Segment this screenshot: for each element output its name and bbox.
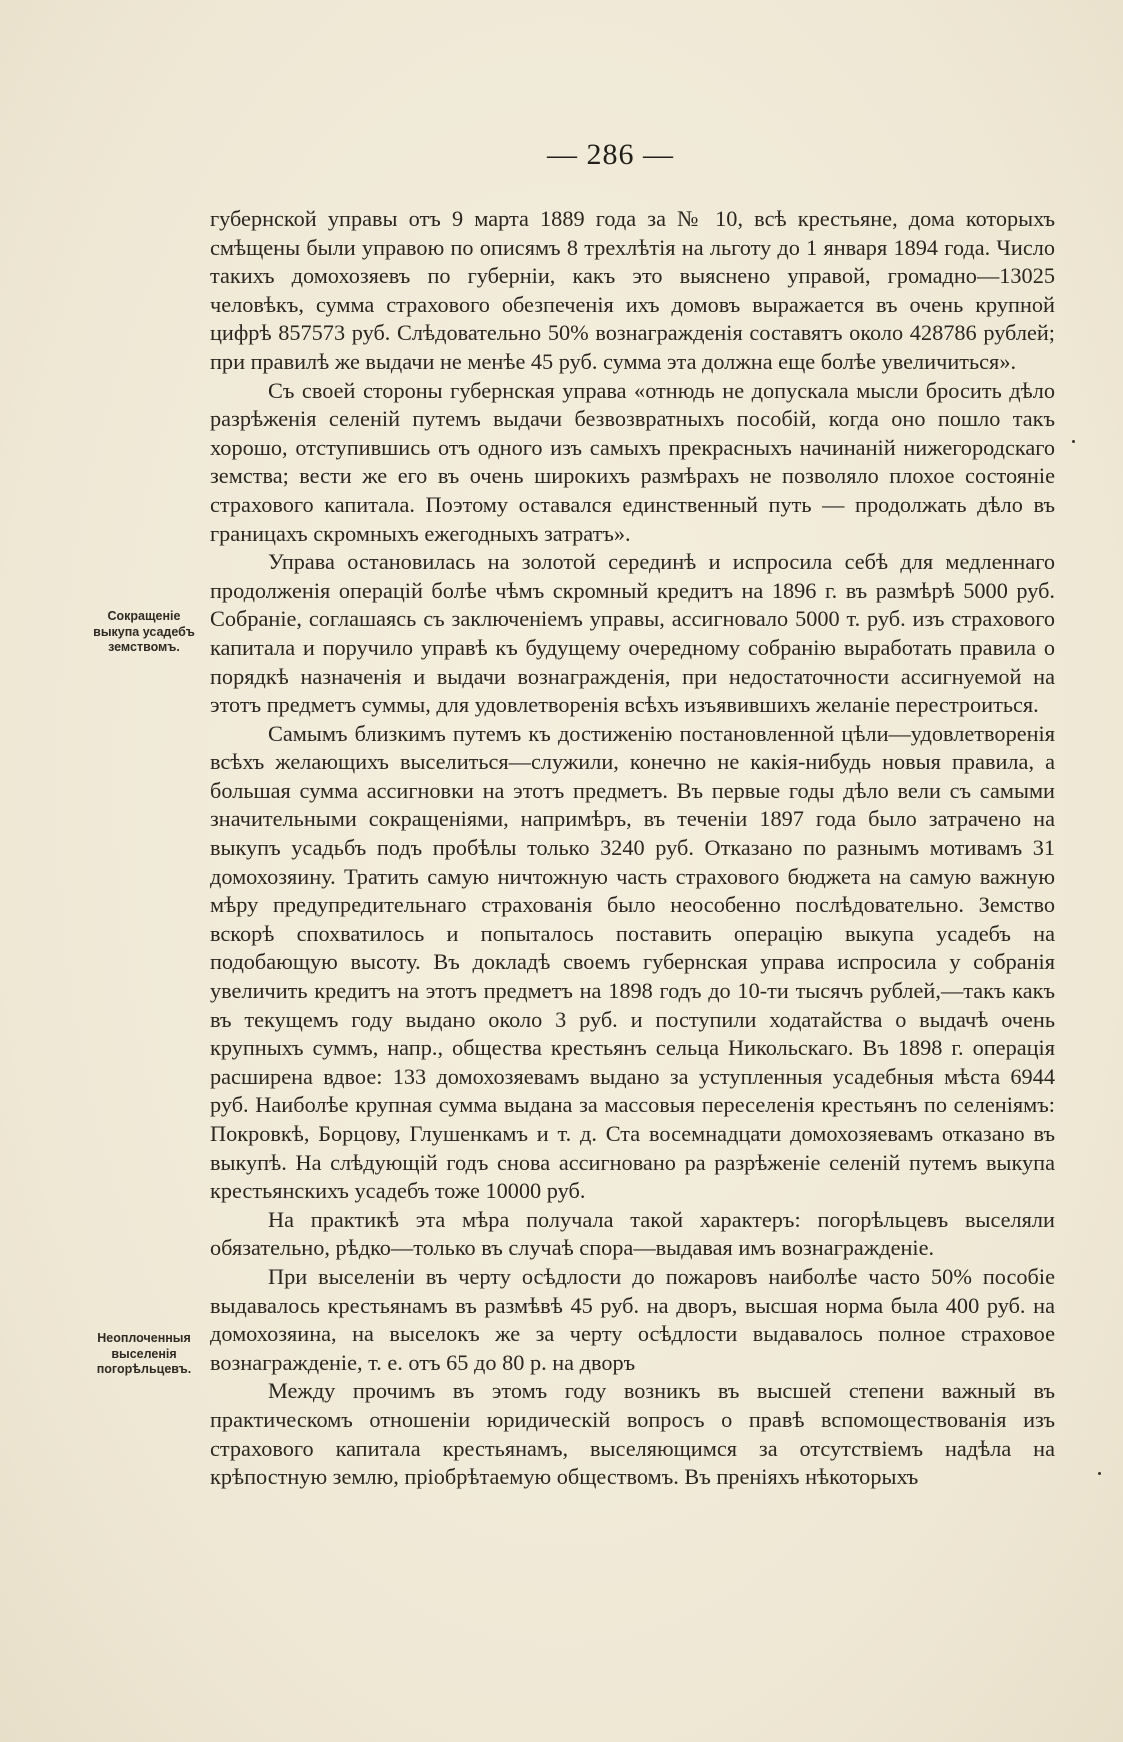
margin-note-reduction: Сокращеніе выкупа усадебъ земствомъ. bbox=[93, 609, 195, 654]
paragraph-continuation: губернской управы отъ 9 марта 1889 года за № 10, всѣ крестьяне, дома которыхъ смѣщены были управою по описямъ 8 трехлѣтія на льготу до 1 января 1894 года. Число такихъ домохозяевъ по губерніи, какъ это выяснено управой, громадно—13025 человѣкъ, сумма страхового обезпеченія ихъ домовъ выражается въ очень крупной цифрѣ 857573 руб. Слѣдовательно 50% вознагражденія составятъ около 428786 рублей; при правилѣ же выдачи не менѣе 45 руб. сумма эта должна еще болѣе увеличиться». bbox=[210, 206, 1055, 374]
margin-note-unpaid-relocation: Неоплоченныя выселенія погорѣльцевъ. bbox=[96, 1331, 192, 1376]
body-text bbox=[210, 205, 1055, 1492]
paragraph: Между прочимъ въ этомъ году возникъ въ высшей степени важный въ практическомъ отношеніи юридическій вопросъ о правѣ вспомоществованія изъ страхового капитала крестьянамъ, выселяющимся за отсутствіемъ надѣла на крѣпостную землю, пріобрѣтаемую обществомъ. Въ преніяхъ нѣкоторыхъ bbox=[210, 1378, 1055, 1490]
paragraph: Съ своей стороны губернская управа «отнюдь не допускала мысли бросить дѣло разрѣженія селеній путемъ выдачи безвозвратныхъ пособій, когда оно пошло такъ хорошо, отступившись отъ одного изъ самыхъ прекрасныхъ начинаній нижегородскаго земства; вести же его въ очень широкихъ размѣрахъ не позволяло плохое состояніе страхового капитала. Поэтому оставался единственный путь — продолжать дѣло въ границахъ скромныхъ ежегодныхъ затратъ». bbox=[210, 377, 1055, 546]
print-speck bbox=[1098, 1472, 1101, 1475]
page-number: — 286 — bbox=[547, 138, 674, 171]
paragraph: На практикѣ эта мѣра получала такой характеръ: погорѣльцевъ выселяли обязательно, рѣдко—только въ случаѣ спора—выдавая имъ вознагражденіе. bbox=[210, 1206, 1055, 1261]
paragraph: Самымъ близкимъ путемъ къ достиженію постановленной цѣли—удовлетворенія всѣхъ желающихъ выселиться—служили, конечно не какія-нибудь новыя правила, а большая сумма ассигновки на этотъ предметъ. Въ первые годы дѣло вели съ самыми значительными сокращеніями, напримѣръ, въ теченіи 1897 года было затрачено на выкупъ усадьбъ подъ пробѣлы только 3240 руб. Отказано по разнымъ мотивамъ 31 домохозяину. Тратить самую ничтожную часть страхового бюджета на самую важную мѣру предупредительнаго страхованія было неособенно послѣдовательно. Земство вскорѣ спохватилось и попыталось поставить операцію выкупа усадебъ на подобающую высоту. Въ докладѣ своемъ губернская управа испросила у собранія увеличить кредитъ на этотъ предметъ на 1898 годъ до 10-ти тысячъ рублей,—такъ какъ въ текущемъ году выдано около 3 руб. и поступили ходатайства о выдачѣ очень крупныхъ суммъ, напр., общества крестьянъ сельца Никольскаго. Въ 1898 г. операція расширена вдвое: 133 домохозяевамъ выдано за уступленныя усадебныя мѣста 6944 руб. Наиболѣе крупная сумма выдана за массовыя переселенія крестьянъ по селеніямъ: Покровкѣ, Борцову, Глушенкамъ и т. д. Ста восемнадцати домохозяевамъ отказано въ выкупѣ. На слѣдующій годъ снова ассигновано ра разрѣженіе селеній путемъ выкупа крестьянскихъ усадебъ тоже 10000 руб. bbox=[210, 720, 1055, 1204]
paragraph: Управа остановилась на золотой серединѣ и испросила себѣ для медленнаго продолженія операцій болѣе чѣмъ скромный кредитъ на 1896 г. въ размѣрѣ 5000 руб. Собраніе, соглашаясь съ заключеніемъ управы, ассигновало 5000 т. руб. изъ страхового капитала и поручило управѣ къ будущему очередному собранію выработать правила о порядкѣ назначенія и выдачи вознагражденія, при недостаточности ассигнуемой на этотъ предметъ суммы, для удовлетворенія всѣхъ изъявившихъ желаніе перестроиться. bbox=[210, 549, 1055, 718]
print-speck bbox=[1072, 440, 1075, 443]
paragraph: При выселеніи въ черту осѣдлости до пожаровъ наиболѣе часто 50% пособіе выдавалось крестьянамъ въ размѣвѣ 45 руб. на дворъ, высшая норма была 400 руб. на домохозяина, на выселокъ же за черту осѣдлости выдавалось полное страховое вознагражденіе, т. е. отъ 65 до 80 р. на дворъ bbox=[210, 1263, 1055, 1375]
